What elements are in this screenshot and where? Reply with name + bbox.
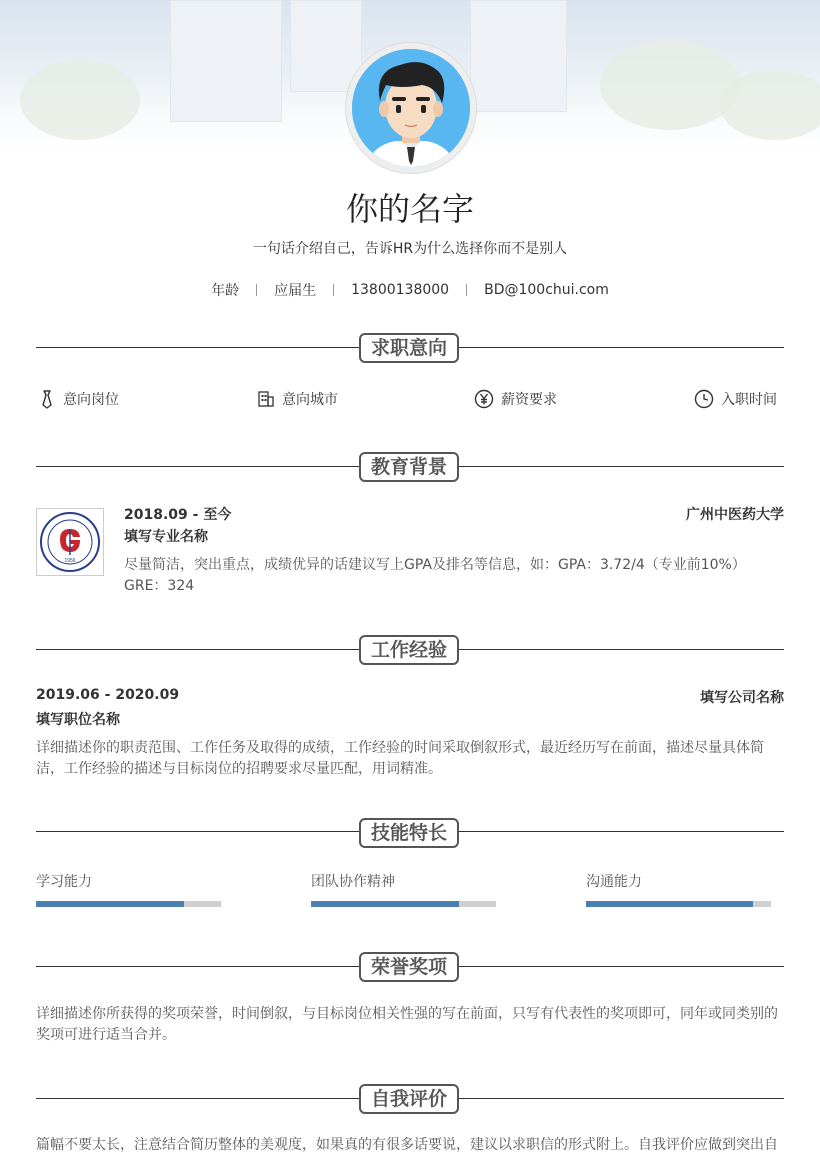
section-title-education: 教育背景 — [359, 452, 459, 482]
intent-salary — [474, 389, 557, 409]
skill-name: 学习能力 — [36, 874, 92, 890]
skill-bar — [311, 901, 496, 907]
skill-bar — [36, 901, 221, 907]
section-title-work: 工作经验 — [359, 635, 459, 665]
contact-separator — [333, 284, 334, 296]
banner-tree — [720, 70, 820, 140]
skill-name: 团队协作精神 — [311, 874, 395, 890]
education-school: 广州中医药大学 — [686, 507, 784, 523]
skill-bar — [586, 901, 771, 907]
section-title-self: 自我评价 — [359, 1084, 459, 1114]
self-description: 篇幅不要太长，注意结合简历整体的美观度，如果真的有很多话要说，建议以求职信的形式附上。自我评价应做到突出自 — [36, 1137, 778, 1153]
self-intro: 一句话介绍自己，告诉HR为什么选择你而不是别人 — [252, 241, 568, 257]
person-name: 你的名字 — [345, 190, 474, 228]
banner-building — [170, 0, 282, 122]
intent-start-time — [694, 389, 777, 409]
education-description: 尽量简洁，突出重点，成绩优异的话建议写上GPA及排名等信息，如：GPA：3.72/4（专业前10%） GRE：324 — [124, 557, 746, 594]
school-logo — [36, 508, 104, 576]
building-icon — [257, 390, 275, 408]
intent-label: 意向岗位 — [63, 392, 119, 408]
section-title-skills: 技能特长 — [359, 818, 459, 848]
contact-email[interactable]: BD@100chui.com — [484, 282, 609, 298]
skill-bar-fill — [36, 901, 184, 907]
contact-separator — [256, 284, 257, 296]
work-position: 填写职位名称 — [36, 712, 120, 728]
contact-separator — [466, 284, 467, 296]
intent-position — [38, 389, 119, 409]
avatar-illustration-icon — [352, 49, 470, 167]
tie-icon — [38, 389, 56, 409]
work-description: 详细描述你的职责范围、工作任务及取得的成绩，工作经验的时间采取倒叙形式，最近经历写在前面，描述尽量具体简洁，工作经验的描述与目标岗位的招聘要求尽量匹配，用词精准。 — [36, 740, 764, 777]
clock-icon — [694, 389, 714, 409]
section-title-intent: 求职意向 — [359, 333, 459, 363]
intent-label: 薪资要求 — [501, 392, 557, 408]
avatar-frame — [345, 42, 477, 174]
education-date: 2018.09 - 至今 — [124, 507, 232, 523]
intent-label: 入职时间 — [721, 392, 777, 408]
honors-description: 详细描述你所获得的奖项荣誉，时间倒叙，与目标岗位相关性强的写在前面，只写有代表性的奖项即可，同年或同类别的奖项可进行适当合并。 — [36, 1006, 778, 1043]
contact-info — [0, 280, 820, 300]
skill-bar-fill — [586, 901, 753, 907]
contact-phone[interactable]: 13800138000 — [351, 282, 450, 298]
intent-label: 意向城市 — [282, 392, 338, 408]
school-seal-icon — [37, 509, 103, 575]
work-company: 填写公司名称 — [700, 690, 784, 706]
intent-city — [257, 389, 338, 409]
skill-bar-fill — [311, 901, 459, 907]
education-major: 填写专业名称 — [124, 529, 208, 545]
banner-tree — [600, 40, 740, 130]
school-logo-year: 1956 — [64, 558, 76, 564]
banner-tree — [20, 60, 140, 140]
avatar[interactable] — [352, 49, 470, 167]
skill-name: 沟通能力 — [586, 874, 642, 890]
yen-icon — [474, 389, 494, 409]
contact-status: 应届生 — [274, 283, 317, 299]
work-date: 2019.06 - 2020.09 — [36, 687, 180, 703]
banner-building — [470, 0, 567, 112]
contact-age: 年龄 — [211, 283, 240, 299]
section-title-honors: 荣誉奖项 — [359, 952, 459, 982]
